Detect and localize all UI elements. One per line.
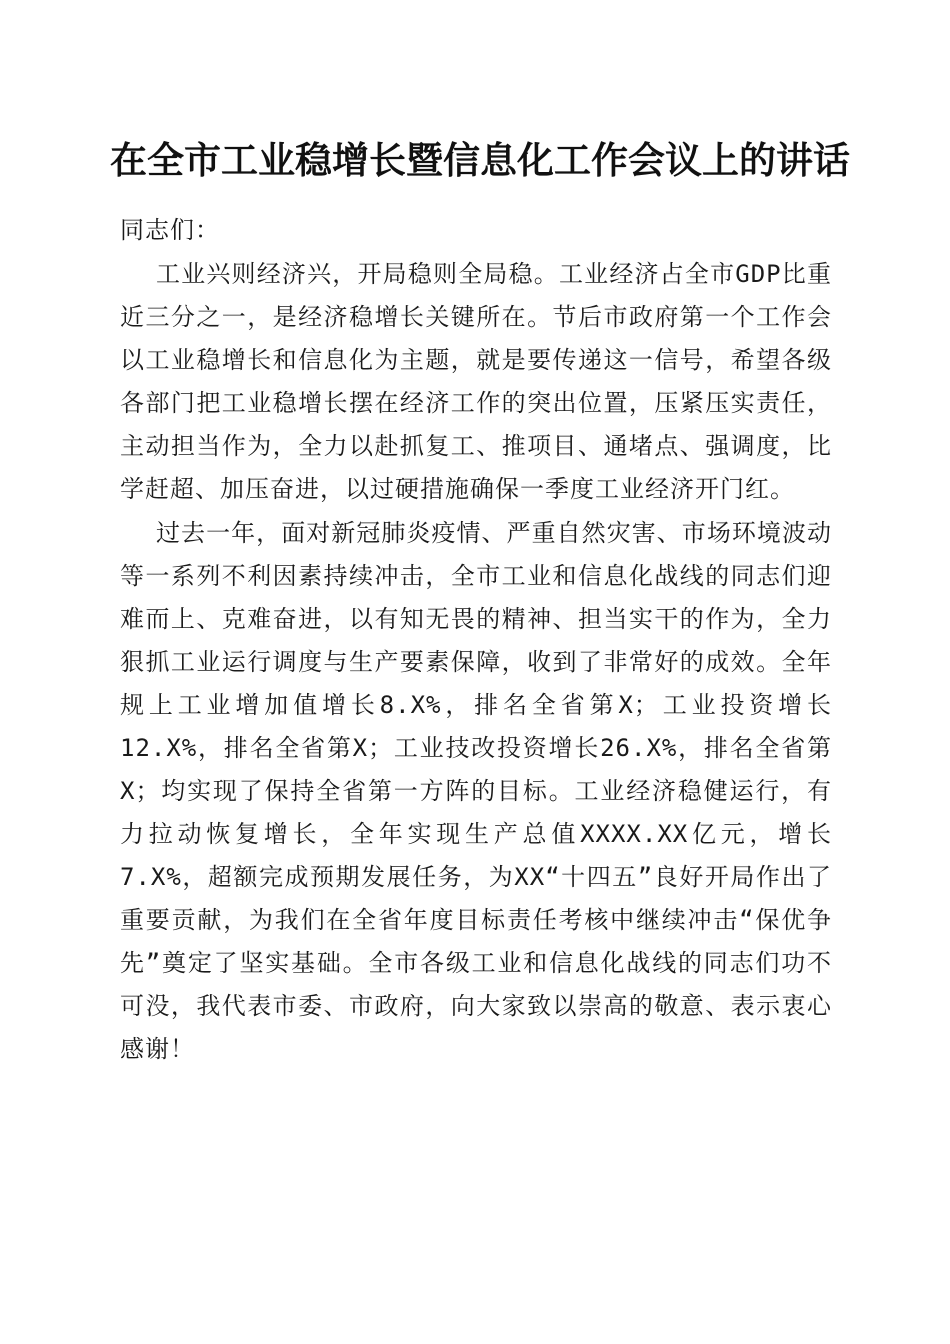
document-title: 在全市工业稳增长暨信息化工作会议上的讲话 bbox=[110, 138, 850, 182]
salutation: 同志们： bbox=[120, 216, 220, 244]
document-body bbox=[120, 209, 832, 1072]
paragraph-2: 过去一年，面对新冠肺炎疫情、严重自然灾害、市场环境波动等一系列不利因素持续冲击，全市工业和信息化战线的同志们迎难而上、克难奋进，以有知无畏的精神、担当实干的作为，全力狠抓工业运行调度与生产要素保障，收到了非常好的成效。全年规上工业增加值增长8.X%，排名全省第X；工业投资增长12.X%，排名全省第X；工业技改投资增长26.X%，排名全省第X；均实现了保持全省第一方阵的目标。工业经济稳健运行，有力拉动恢复增长，全年实现生产总值XXXX.XX亿元，增长7.X%，超额完成预期发展任务，为XX“十四五”良好开局作出了重要贡献，为我们在全省年度目标责任考核中继续冲击“保优争先”奠定了坚实基础。全市各级工业和信息化战线的同志们功不可没，我代表市委、市政府，向大家致以崇高的敬意、表示衷心感谢！ bbox=[120, 519, 832, 1063]
paragraph-1: 工业兴则经济兴，开局稳则全局稳。工业经济占全市GDP比重近三分之一，是经济稳增长关键所在。节后市政府第一个工作会以工业稳增长和信息化为主题，就是要传递这一信号，希望各级各部门把工业稳增长摆在经济工作的突出位置，压紧压实责任，主动担当作为，全力以赴抓复工、推项目、通堵点、强调度，比学赶超、加压奋进，以过硬措施确保一季度工业经济开门红。 bbox=[120, 260, 832, 503]
